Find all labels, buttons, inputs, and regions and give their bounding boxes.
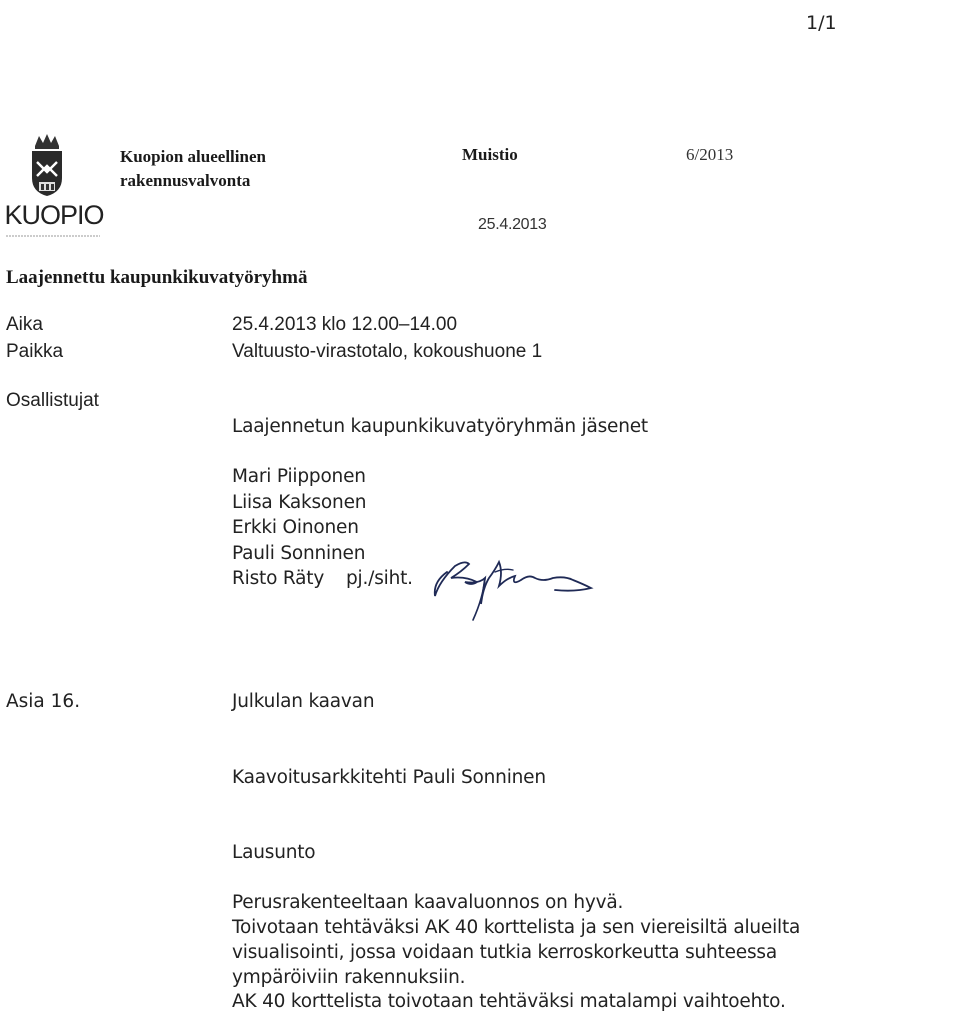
organization-line2: rakennusvalvonta	[120, 171, 251, 190]
organization-line1: Kuopion alueellinen	[120, 147, 266, 166]
time-value: 25.4.2013 klo 12.00–14.00	[232, 314, 458, 335]
participant-name: Erkki Oinonen	[232, 517, 359, 538]
participant-name: Pauli Sonninen	[232, 543, 366, 564]
presenter: Kaavoitusarkkitehti Pauli Sonninen	[232, 767, 546, 788]
statement-line: visualisointi, jossa voidaan tutkia kerroskorkeutta suhteessa	[232, 942, 777, 963]
participants-label: Osallistujat	[6, 390, 99, 411]
document-type: Muistio	[462, 145, 518, 164]
handwritten-signature	[425, 552, 595, 622]
participant-name: Risto Räty	[232, 568, 325, 589]
kuopio-coat-of-arms-icon	[4, 132, 104, 244]
group-title: Laajennettu kaupunkikuvatyöryhmä	[6, 267, 308, 288]
place-value: Valtuusto-virastotalo, kokoushuone 1	[232, 341, 543, 362]
statement-line: Perusrakenteeltaan kaavaluonnos on hyvä.	[232, 892, 624, 913]
participants-heading: Laajennetun kaupunkikuvatyöryhmän jäsenet	[232, 416, 648, 437]
svg-text:KUOPIO: KUOPIO	[4, 200, 104, 230]
kuopio-logo	[4, 132, 104, 244]
time-label: Aika	[6, 314, 43, 335]
document-number: 6/2013	[686, 145, 734, 164]
organization-name	[120, 145, 266, 193]
page-number: 1/1	[806, 12, 837, 34]
statement-line: Toivotaan tehtäväksi AK 40 korttelista ja sen viereisiltä alueilta	[232, 917, 801, 938]
participant-name: Liisa Kaksonen	[232, 492, 367, 513]
statement-line: ympäröiviin rakennuksiin.	[232, 967, 466, 988]
place-label: Paikka	[6, 341, 64, 362]
document-date: 25.4.2013	[478, 216, 547, 233]
participant-name: Mari Piipponen	[232, 466, 366, 487]
item-label: Asia 16.	[6, 691, 81, 712]
statement-heading: Lausunto	[232, 842, 316, 863]
statement-line: AK 40 korttelista toivotaan tehtäväksi matalampi vaihtoehto.	[232, 991, 786, 1012]
participant-role: pj./siht.	[346, 568, 413, 589]
item-title: Julkulan kaavan	[232, 691, 375, 712]
